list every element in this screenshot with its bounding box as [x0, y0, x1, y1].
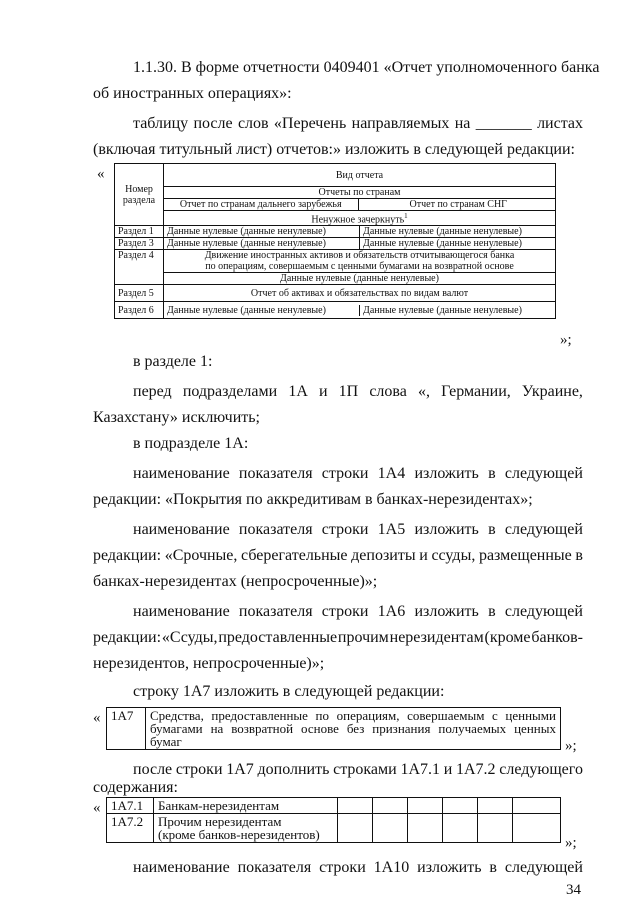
word: следующей — [504, 859, 583, 876]
empty-cell — [513, 798, 561, 814]
page-number: 34 — [566, 882, 581, 898]
empty-cell — [478, 798, 513, 814]
open-quote: « — [93, 800, 101, 816]
word: операциям, — [336, 708, 400, 723]
empty-cell — [373, 798, 408, 814]
empty-cell — [338, 798, 373, 814]
far-abroad-data: Данные нулевые (данные ненулевые) — [167, 226, 326, 238]
word: размещенные — [478, 547, 572, 564]
word: следующего — [499, 761, 583, 778]
row-text-line2 — [150, 722, 556, 735]
cis-data: Данные нулевые (данные ненулевые) — [359, 238, 555, 249]
para10-line1 — [133, 760, 583, 780]
para2-line1 — [133, 114, 583, 134]
empty-cell — [513, 814, 561, 843]
word: 1А7.1 — [400, 761, 440, 778]
strike-note: Ненужное зачеркнуть$^1$ — [164, 211, 556, 226]
word: слов — [237, 115, 269, 132]
word: совершаемым — [407, 708, 485, 723]
table-row — [107, 814, 561, 843]
report-type-table — [114, 163, 556, 319]
data-cell — [164, 238, 556, 250]
open-quote: « — [97, 166, 105, 182]
report-type-header: Вид отчета — [164, 164, 556, 187]
word: 1А — [288, 383, 308, 400]
word: в — [575, 547, 583, 564]
word: ссуды, — [431, 547, 476, 564]
cis-data: Данные нулевые (данные ненулевые) — [359, 226, 555, 237]
empty-cell — [408, 798, 443, 814]
para4-line1 — [133, 382, 583, 402]
word: 1П — [338, 383, 359, 400]
para11-line1 — [133, 858, 583, 878]
footnote-mark: 1 — [404, 212, 408, 220]
word: дополнить — [257, 761, 330, 778]
new-rows-table — [106, 797, 561, 843]
far-abroad-data: Данные нулевые (данные ненулевые) — [167, 238, 326, 250]
section5-description: Отчет об активах и обязательствах по видам валют — [164, 285, 556, 302]
word: в — [488, 603, 496, 620]
word: изложить — [414, 465, 479, 482]
far-abroad-header: Отчет по странам дальнего зарубежья — [179, 199, 342, 210]
blank-line: _______ — [475, 115, 532, 132]
word: следующей — [504, 603, 583, 620]
word: по — [315, 708, 330, 723]
word: показателя — [238, 465, 313, 482]
word: показателя — [237, 859, 312, 876]
word: направляемых — [351, 115, 450, 132]
word: ценными — [505, 708, 556, 723]
word: на — [454, 115, 471, 132]
word: без — [346, 721, 365, 736]
word: сберегательные — [241, 547, 348, 564]
word: подразделами — [182, 383, 278, 400]
word: Украине, — [521, 383, 583, 400]
para6-line1 — [133, 464, 583, 484]
empty-cell — [373, 814, 408, 843]
cis-header: Отчет по странам СНГ — [358, 199, 556, 210]
word: после — [193, 115, 233, 132]
empty-cell — [443, 814, 478, 843]
data-cell — [164, 302, 556, 319]
word: строки — [175, 761, 223, 778]
word: слова — [369, 383, 407, 400]
row-text-line3: бумаг — [150, 734, 182, 749]
row-code: 1А7 — [107, 708, 146, 750]
far-abroad-data: Данные нулевые (данные ненулевые) — [167, 304, 326, 316]
word: строками — [333, 761, 397, 778]
row-description — [146, 708, 561, 750]
word: и — [419, 547, 428, 564]
para8-line1 — [133, 602, 583, 622]
row-description: Прочим нерезидентам (кроме банков-нерезидентов) — [154, 814, 338, 843]
word: следующей — [504, 521, 583, 538]
para5: в подразделе 1А: — [133, 435, 249, 452]
word: показателя — [238, 521, 313, 538]
open-quote: « — [93, 710, 101, 726]
word: изложить — [417, 859, 482, 876]
section-cell: Раздел 6 — [115, 302, 164, 319]
word: строки — [321, 521, 369, 538]
section-cell: Раздел 3 — [115, 238, 164, 250]
para7-line3: банках-нерезидентах (непросроченные)»; — [93, 573, 378, 590]
word: на — [210, 721, 224, 736]
word: наименование — [133, 465, 230, 482]
section-cell: Раздел 4 — [115, 250, 164, 285]
section4-description: Движение иностранных активов и обязательств отчитывающегося банка по операциям, совершаемым с ценными бумагами на возвратной основе — [164, 250, 556, 273]
row-1a7-table — [106, 707, 561, 750]
word: изложить — [414, 521, 479, 538]
word: редакции: — [93, 629, 162, 646]
word: и — [318, 383, 328, 400]
word: строки — [321, 465, 369, 482]
word: редакции: — [93, 547, 162, 564]
word: «, — [417, 383, 430, 400]
para10-line2: содержания: — [93, 779, 178, 796]
section-number-header: Номер раздела — [115, 164, 164, 226]
word: таблицу — [133, 115, 189, 132]
word: наименование — [133, 859, 230, 876]
word: возвратной — [231, 721, 294, 736]
row-code: 1А7.2 — [107, 814, 154, 843]
close-quote: »; — [560, 332, 572, 348]
word: предоставленные — [211, 708, 308, 723]
word: 1А6 — [377, 603, 406, 620]
empty-cell — [443, 798, 478, 814]
para7-line2 — [93, 546, 583, 566]
word: 1А7.2 — [456, 761, 496, 778]
word: в — [488, 521, 496, 538]
word: строки — [321, 603, 369, 620]
para4-line2: Казахстану» исключить; — [93, 409, 260, 426]
para7-line1 — [133, 520, 583, 540]
para3: в разделе 1: — [133, 353, 213, 370]
para1-line1: 1.1.30. В форме отчетности 0409401 «Отчет уполномоченного банка — [133, 59, 600, 76]
word: «Ссуды, — [161, 629, 218, 646]
word: показателя — [238, 603, 313, 620]
word: получаемых — [438, 721, 507, 736]
word: листах — [537, 115, 583, 132]
word: наименование — [133, 603, 230, 620]
word: бумагами — [150, 721, 203, 736]
word: следующей — [504, 465, 583, 482]
word: банков- — [531, 629, 583, 646]
word: в — [488, 465, 496, 482]
close-quote: »; — [565, 738, 577, 754]
cis-data: Данные нулевые (данные ненулевые) — [359, 305, 555, 316]
section4-data: Данные нулевые (данные ненулевые) — [164, 273, 556, 285]
close-quote: »; — [565, 835, 577, 851]
word: 1А10 — [373, 859, 410, 876]
word: после — [133, 761, 173, 778]
word: предоставленные — [218, 629, 338, 646]
word: депозиты — [351, 547, 416, 564]
row-code: 1А7.1 — [107, 798, 154, 814]
para8-line2 — [93, 628, 583, 648]
word: 1А4 — [377, 465, 406, 482]
word: 1А5 — [377, 521, 406, 538]
word: «Перечень — [273, 115, 347, 132]
para2-line2: (включая титульный лист) отчетов:» изложить в следующей редакции: — [93, 141, 575, 158]
word: и — [443, 761, 453, 778]
word: ценных — [514, 721, 556, 736]
word: с — [492, 708, 498, 723]
para9: строку 1А7 изложить в следующей редакции: — [133, 683, 445, 700]
data-cell — [164, 226, 556, 238]
section-cell: Раздел 5 — [115, 285, 164, 302]
word: Германии, — [441, 383, 511, 400]
word: наименование — [133, 521, 230, 538]
by-country-header: Отчеты по странам — [164, 187, 556, 199]
word: изложить — [414, 603, 479, 620]
word: строки — [319, 859, 366, 876]
empty-cell — [338, 814, 373, 843]
row-description: Банкам-нерезидентам — [154, 798, 338, 814]
empty-cell — [478, 814, 513, 843]
word: основе — [301, 721, 339, 736]
word: прочим — [337, 629, 389, 646]
word: признания — [372, 721, 431, 736]
table-row — [107, 798, 561, 814]
para1-line2: об иностранных операциях»: — [93, 85, 292, 102]
empty-cell — [408, 814, 443, 843]
section-cell: Раздел 1 — [115, 226, 164, 238]
word: 1А7 — [226, 761, 254, 778]
word: «Срочные, — [164, 547, 238, 564]
word: в — [489, 859, 497, 876]
word: перед — [133, 383, 172, 400]
para8-line3: нерезидентов, непросроченные)»; — [93, 655, 325, 672]
country-split-header — [164, 199, 556, 211]
word: (кроме — [484, 629, 531, 646]
word: Средства, — [150, 708, 204, 723]
word: нерезидентам — [389, 629, 484, 646]
para6-line2: редакции: «Покрытия по аккредитивам в банках-нерезидентах»; — [93, 491, 533, 508]
